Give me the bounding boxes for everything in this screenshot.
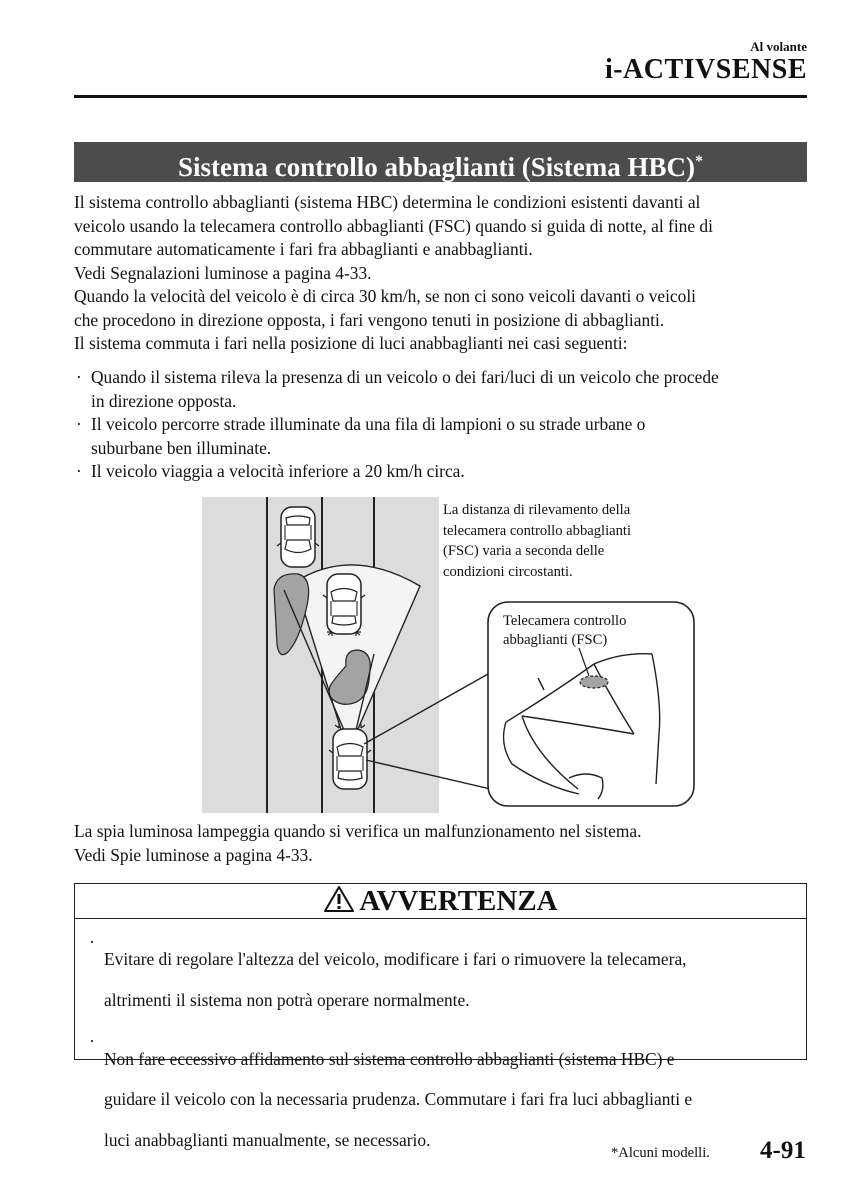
camera-label (503, 612, 663, 650)
caption-line: (FSC) varia a seconda delle (443, 543, 605, 559)
preceding-car (323, 574, 365, 634)
warning-line: Non fare eccessivo affidamento sul sistema controllo abbaglianti (sistema HBC) e (104, 1048, 675, 1069)
list-item-line: in direzione opposta. (91, 390, 237, 411)
list-item-line: suburbane ben illuminate. (91, 437, 272, 458)
camera-unit (580, 676, 608, 688)
chapter-title: i-ACTIVSENSE (604, 54, 807, 85)
section-label: Al volante (750, 39, 807, 54)
malfunction-note (74, 820, 809, 867)
own-car (329, 729, 371, 789)
optional-model-marker: * (695, 153, 703, 170)
bullet-dot: · (89, 932, 95, 952)
intro-line: veicolo usando la telecamera controllo abbaglianti (FSC) quando si guida di notte, al fine di (74, 215, 713, 236)
caption-line: telecamera controllo abbaglianti (443, 522, 632, 539)
condition-list (74, 366, 809, 484)
list-item-line: Quando il sistema rileva la presenza di un veicolo o dei fari/luci di un veicolo che procede (91, 367, 719, 387)
bullet-dot: · (89, 1031, 95, 1052)
intro-line: Il sistema commuta i fari nella posizione di luci anabbaglianti nei casi seguenti: (74, 333, 628, 353)
warning-line: altrimenti il sistema non potrà operare normalmente. (104, 990, 470, 1011)
warning-list (87, 931, 787, 1170)
warning-triangle-icon (323, 885, 355, 913)
note-line: Vedi Spie luminose a pagina 4-33. (74, 844, 313, 865)
list-item (74, 366, 809, 413)
list-item (74, 460, 809, 484)
figure-caption (443, 500, 683, 582)
bullet-dot: · (76, 461, 82, 481)
page-number: 4-91 (760, 1137, 806, 1164)
hbc-illustration (74, 494, 809, 816)
intro-line: commutare automaticamente i fari fra abbaglianti e anabbaglianti. (74, 239, 533, 259)
intro-line: Il sistema controllo abbaglianti (sistema HBC) determina le condizioni esistenti davanti al (74, 192, 701, 212)
caption-line: condizioni circostanti. (443, 563, 573, 580)
warning-line: guidare il veicolo con la necessaria prudenza. Commutare i fari fra luci abbaglianti e (104, 1089, 693, 1110)
list-item-line: Il veicolo percorre strade illuminate da una fila di lampioni o su strade urbane o (91, 414, 646, 434)
list-item (74, 413, 809, 460)
warning-header (75, 884, 806, 919)
bullet-dot: · (76, 414, 82, 434)
intro-line: Vedi Segnalazioni luminose a pagina 4-33. (74, 262, 372, 283)
list-item-line: Il veicolo viaggia a velocità inferiore a 20 km/h circa. (91, 461, 465, 481)
bullet-dot: · (76, 367, 82, 387)
intro-line: che procedono in direzione opposta, i fari vengono tenuti in posizione di abbaglianti. (74, 309, 665, 330)
camera-label-line: Telecamera controllo (503, 613, 627, 629)
intro-text (74, 191, 809, 356)
section-title-bar (74, 142, 807, 182)
footnote: *Alcuni modelli. (611, 1145, 710, 1161)
note-line: La spia luminosa lampeggia quando si verifica un malfunzionamento nel sistema. (74, 821, 642, 841)
intro-line: Quando la velocità del veicolo è di circa 30 km/h, se non ci sono veicoli davanti o veicoli (74, 286, 697, 306)
warning-title: AVVERTENZA (359, 885, 558, 917)
caption-line: La distanza di rilevamento della (443, 502, 631, 518)
camera-label-line: abbaglianti (FSC) (503, 632, 608, 648)
header-rule (74, 95, 807, 98)
section-title: Sistema controllo abbaglianti (Sistema HBC) (177, 152, 695, 182)
list-item (87, 931, 787, 1030)
oncoming-car (277, 507, 319, 567)
warning-line: Evitare di regolare l'altezza del veicolo, modificare i fari o rimuovere la telecamera, (104, 949, 687, 970)
warning-line: luci anabbaglianti manualmente, se necessario. (104, 1130, 431, 1151)
